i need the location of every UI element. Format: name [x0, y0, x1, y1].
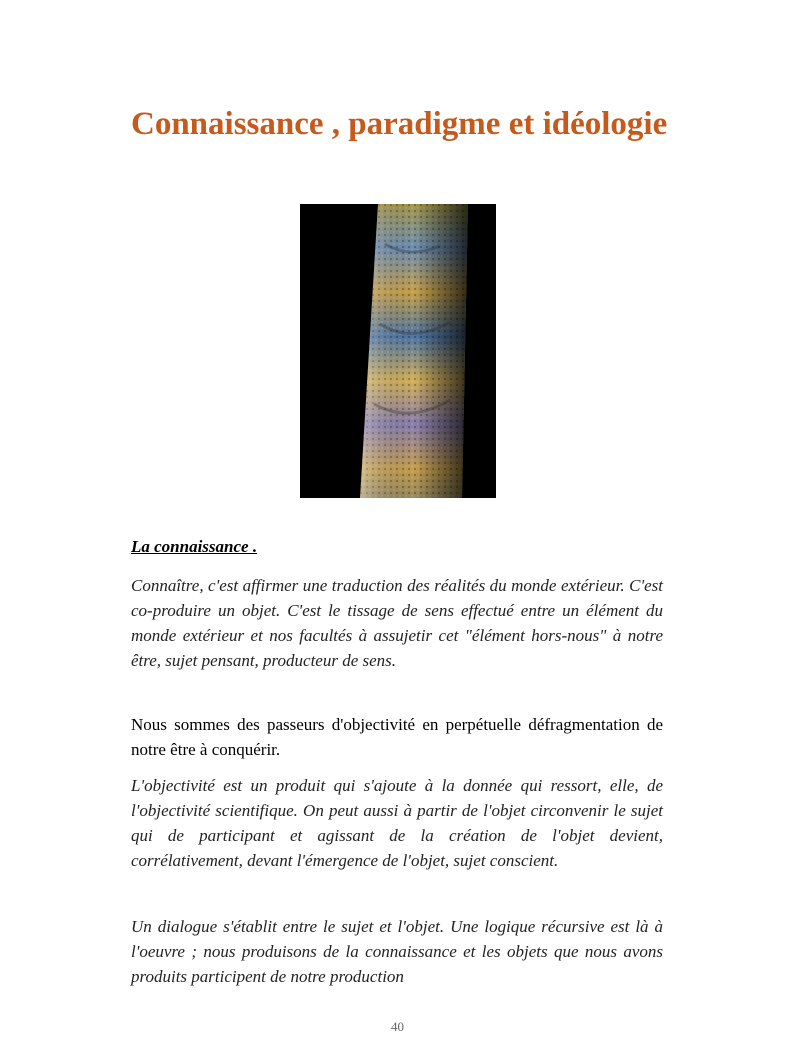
paragraph: L'objectivité est un produit qui s'ajoute à la donnée qui ressort, elle, de l'objectivité scientifique. On peut aussi à partir de l'objet circonvenir le sujet qui de participant et agissant de la création de l'objet devient, corrélativement, devant l'émergence de l'objet, sujet conscient. — [131, 776, 663, 870]
column-illustration — [300, 204, 496, 498]
textured-column-photo — [300, 204, 496, 498]
paragraph: Un dialogue s'établit entre le sujet et l'objet. Une logique récursive est là à l'oeuvre ; nous produisons de la connaissance et les objets que nous avons produits participent de notre production — [131, 917, 663, 986]
page-title: Connaissance , paradigme et idéologie — [131, 106, 668, 142]
page-number: 40 — [391, 1019, 404, 1034]
paragraph: Connaître, c'est affirmer une traduction des réalités du monde extérieur. C'est co-produire un objet. C'est le tissage de sens effectué entre un élément du monde extérieur et nos facultés à assujetir cet "élément hors-nous" à notre être, sujet pensant, producteur de sens. — [131, 576, 663, 670]
section-heading: La connaissance . — [131, 537, 258, 556]
paragraph: Nous sommes des passeurs d'objectivité en perpétuelle défragmentation de notre être à conquérir. — [131, 715, 663, 759]
